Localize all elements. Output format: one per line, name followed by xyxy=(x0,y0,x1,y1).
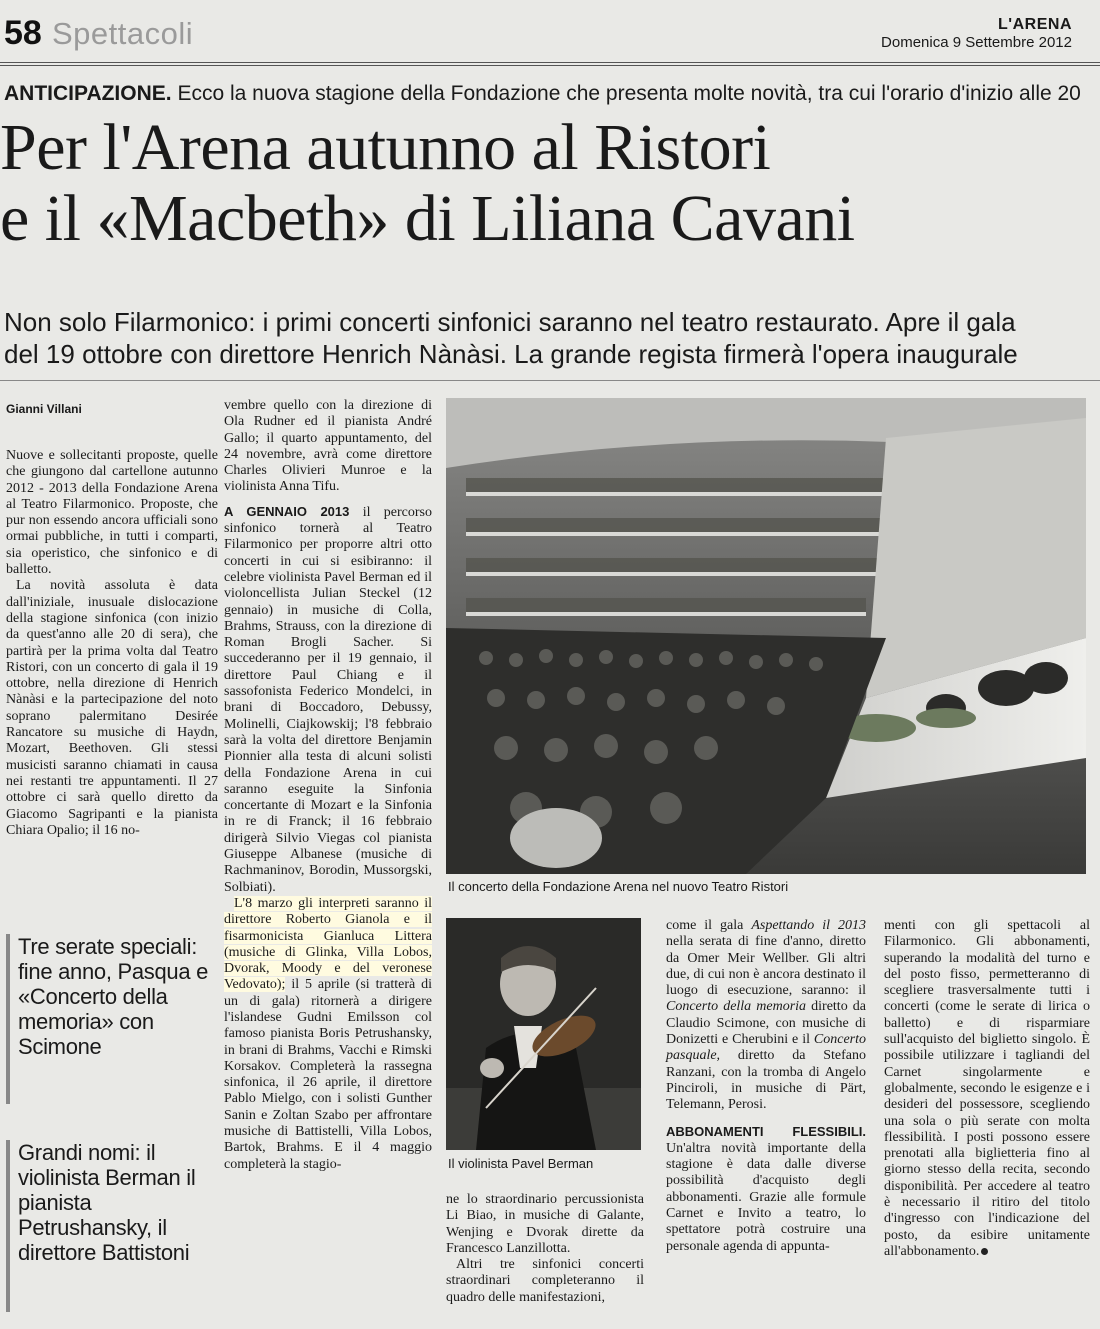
paragraph: ne lo straordinario percussionista Li Biao, in musiche di Galante, Wenjing e Dvorak dirette da Francesco Lanzillotta. xyxy=(446,1192,644,1256)
pullquote-bar xyxy=(6,1140,10,1312)
issue-date: Domenica 9 Settembre 2012 xyxy=(881,34,1072,51)
column-3 xyxy=(446,1192,644,1306)
page-number: 58 xyxy=(4,14,42,52)
subhead-line-2: del 19 ottobre con direttore Henrich Nànàsi. La grande regista firmerà l'opera inaugurale xyxy=(4,339,1018,369)
theatre-illustration xyxy=(446,398,1086,874)
paragraph: Altri tre sinfonici concerti straordinari completeranno il quadro delle manifestazioni, xyxy=(446,1257,644,1305)
column-1 xyxy=(6,448,218,839)
highlighted-text: L'8 marzo gli interpreti saranno il direttore Roberto Gianola e il fisarmonicista Gianluca Littera (musiche di Glinka, Villa Lobos, Dvorak, Moody e del veronese Vedovato); xyxy=(224,895,432,993)
event-title: Concerto pasquale, xyxy=(666,1032,867,1064)
text-run: diretto da Stefano Ranzani, con la tromba di Angelo Pinciroli, in musiche di Pärt, Telemann, Perosi. xyxy=(666,1048,867,1113)
masthead-rule xyxy=(0,62,1100,63)
paragraph xyxy=(666,1124,866,1255)
end-of-article-mark xyxy=(981,1248,988,1255)
paragraph-text: Un'altra novità importante della stagione è data dalle diverse possibilità d'acquisto degli abbonamenti. Grazie alle formule Carnet e Invito a teatro, lo spettatore potrà costruire una personale agenda di appunta- xyxy=(666,1140,866,1254)
paragraph xyxy=(224,504,432,896)
pullquote-bar xyxy=(6,934,10,1104)
paragraph-text: menti con gli spettacoli al Filarmonico. Gli abbonamenti, superando la modalità del turno e del posto fisso, permetteranno di scegliere trasversalmente tutti i concerti (come le serate di lirica o balletto) e di risparmiare sull'acquisto del biglietto singolo. È possibile utilizzare i tagliandi del Carnet singolarmente e globalmente, secondo le esigenze e i desideri del possessore, scegliendo una sola o più serate con molta flessibilità. I posti possono essere prenotati alla biglietteria fino al giorno stesso della recita, secondo disponibilità. Per accedere al teatro è necessario il ritiro del titolo d'ingresso con l'indicazione del posto, da esibire unitamente all'abbonamento. xyxy=(884,918,1090,1259)
masthead-rule-2 xyxy=(0,65,1100,66)
newspaper-name: L'ARENA xyxy=(998,16,1072,33)
theatre-photo xyxy=(446,398,1086,874)
text-run: nella serata di fine d'anno, diretto da Omer Meir Wellber. Gli altri due, di cui non è ancora destinato il luogo di esecuzione, saranno: il xyxy=(666,934,866,999)
violinist-photo-caption: Il violinista Pavel Berman xyxy=(448,1156,594,1171)
headline xyxy=(0,112,1100,254)
pullquote-1: Tre serate speciali: fine anno, Pasqua e «Concerto della memoria» con Scimone xyxy=(18,934,209,1059)
subhead-line-1: Non solo Filarmonico: i primi concerti sinfonici saranno nel teatro restaurato. Apre il gala xyxy=(4,307,1016,337)
section-title: Spettacoli xyxy=(52,16,194,51)
theatre-photo-caption: Il concerto della Fondazione Arena nel nuovo Teatro Ristori xyxy=(448,879,789,894)
paragraph: vembre quello con la direzione di Ola Rudner ed il pianista André Gallo; il quarto appuntamento, del 24 novembre, avrà come direttore Charles Olivieri Munroe e la violinista Anna Tifu. xyxy=(224,398,432,495)
violinist-photo xyxy=(446,918,641,1150)
paragraph xyxy=(224,896,432,1173)
paragraph xyxy=(666,918,866,1114)
paragraph xyxy=(884,918,1090,1260)
masthead xyxy=(0,0,1100,62)
column-2 xyxy=(224,398,432,1173)
violinist-illustration xyxy=(446,918,641,1150)
paragraph-lead: ABBONAMENTI FLESSIBILI. xyxy=(666,1123,866,1139)
kicker-label: ANTICIPAZIONE. xyxy=(4,82,172,105)
column-5 xyxy=(884,918,1090,1260)
headline-line-2: e il «Macbeth» di Liliana Cavani xyxy=(0,182,855,255)
subhead-rule xyxy=(0,380,1100,381)
paragraph-lead: A GENNAIO 2013 xyxy=(224,503,350,519)
paragraph: Nuove e sollecitanti proposte, quelle che giungono dal cartellone autunno 2012 - 2013 della Fondazione Arena al Teatro Filarmonico. Proposte, che pur non essendo ancora ufficiali sono ormai pubbliche, in tutti i comparti, sia operistico, che sinfonico e di balletto. xyxy=(6,448,218,578)
kicker-text: Ecco la nuova stagione della Fondazione che presenta molte novità, tra cui l'orario d'inizio alle 20 xyxy=(177,82,1081,105)
event-title: Concerto della memoria xyxy=(666,999,807,1015)
text-run: come il gala xyxy=(666,918,744,933)
event-title: Aspettando il 2013 xyxy=(751,918,867,933)
text-run: diretto da Claudio Scimone, con musiche di Donizetti e Cherubini e il xyxy=(666,999,867,1048)
paragraph: La novità assoluta è data dall'iniziale, inusuale dislocazione della stagione sinfonica (con inizio da quest'anno alle 20 di sera), che partirà per la prima volta dal Teatro Ristori, con un concerto di gala il 19 ottobre, nella direzione di Henrich Nànàsi e la partecipazione del noto soprano palermitano Desirée Rancatore su musiche di Haydn, Mozart, Beethoven. Gli stessi musicisti saranno chiamati in causa nei restanti tre appuntamenti. Il 27 ottobre ci sarà quello diretto da Giacomo Sagripanti e la pianista Chiara Opalio; il 16 no- xyxy=(6,578,218,838)
kicker xyxy=(4,82,1094,106)
column-4 xyxy=(666,918,866,1255)
byline: Gianni Villani xyxy=(6,402,82,416)
subheadline xyxy=(4,306,1094,370)
paragraph-text: il 5 aprile (si tratterà di un di gala) ritornerà a dirigere l'islandese Gudni Emilsson col famoso pianista Boris Petrushansky, in brani di Brahms, Vacchi e Rimski Korsakov. Completerà la rassegna sinfonica, il 26 aprile, il direttore Pablo Mielgo, con i solisti Gunther Sanin e Zoltan Szabo per affrontare musiche di Battistelli, Villa Lobos, Bartok, Brahms. E il 4 maggio completerà la stagio- xyxy=(224,977,432,1172)
paragraph-text: il percorso sinfonico tornerà al Teatro Filarmonico per proporre altri otto concerti in cui si esibiranno: il celebre violinista Pavel Berman ed il violoncellista Julian Steckel (12 gennaio) in musiche di Colla, Brahms, Strauss, con la direzione di Roman Brogli Sacher. Si succederanno per il 19 gennaio, il direttore Paul Chiang e il sassofonista Federico Mondelci, in brani di Boccadoro, Debussy, Molinelli, Ciajkowskij; l'8 febbraio sarà la volta del direttore Benjamin Pionnier alla testa di alcuni solisti della Fondazione Arena in cui saranno eseguite la Sinfonia concertante di Mozart e la Sinfonia in re di Franck; il 16 febbraio dirigerà Silvio Viegas col pianista Giuseppe Albanese (musiche di Rachmaninov, Borodin, Mussorgski, Solbiati). xyxy=(224,504,433,895)
pullquote-2: Grandi nomi: il violinista Berman il pianista Petrushansky, il direttore Battistoni xyxy=(18,1140,196,1265)
headline-line-1: Per l'Arena autunno al Ristori xyxy=(0,111,771,184)
